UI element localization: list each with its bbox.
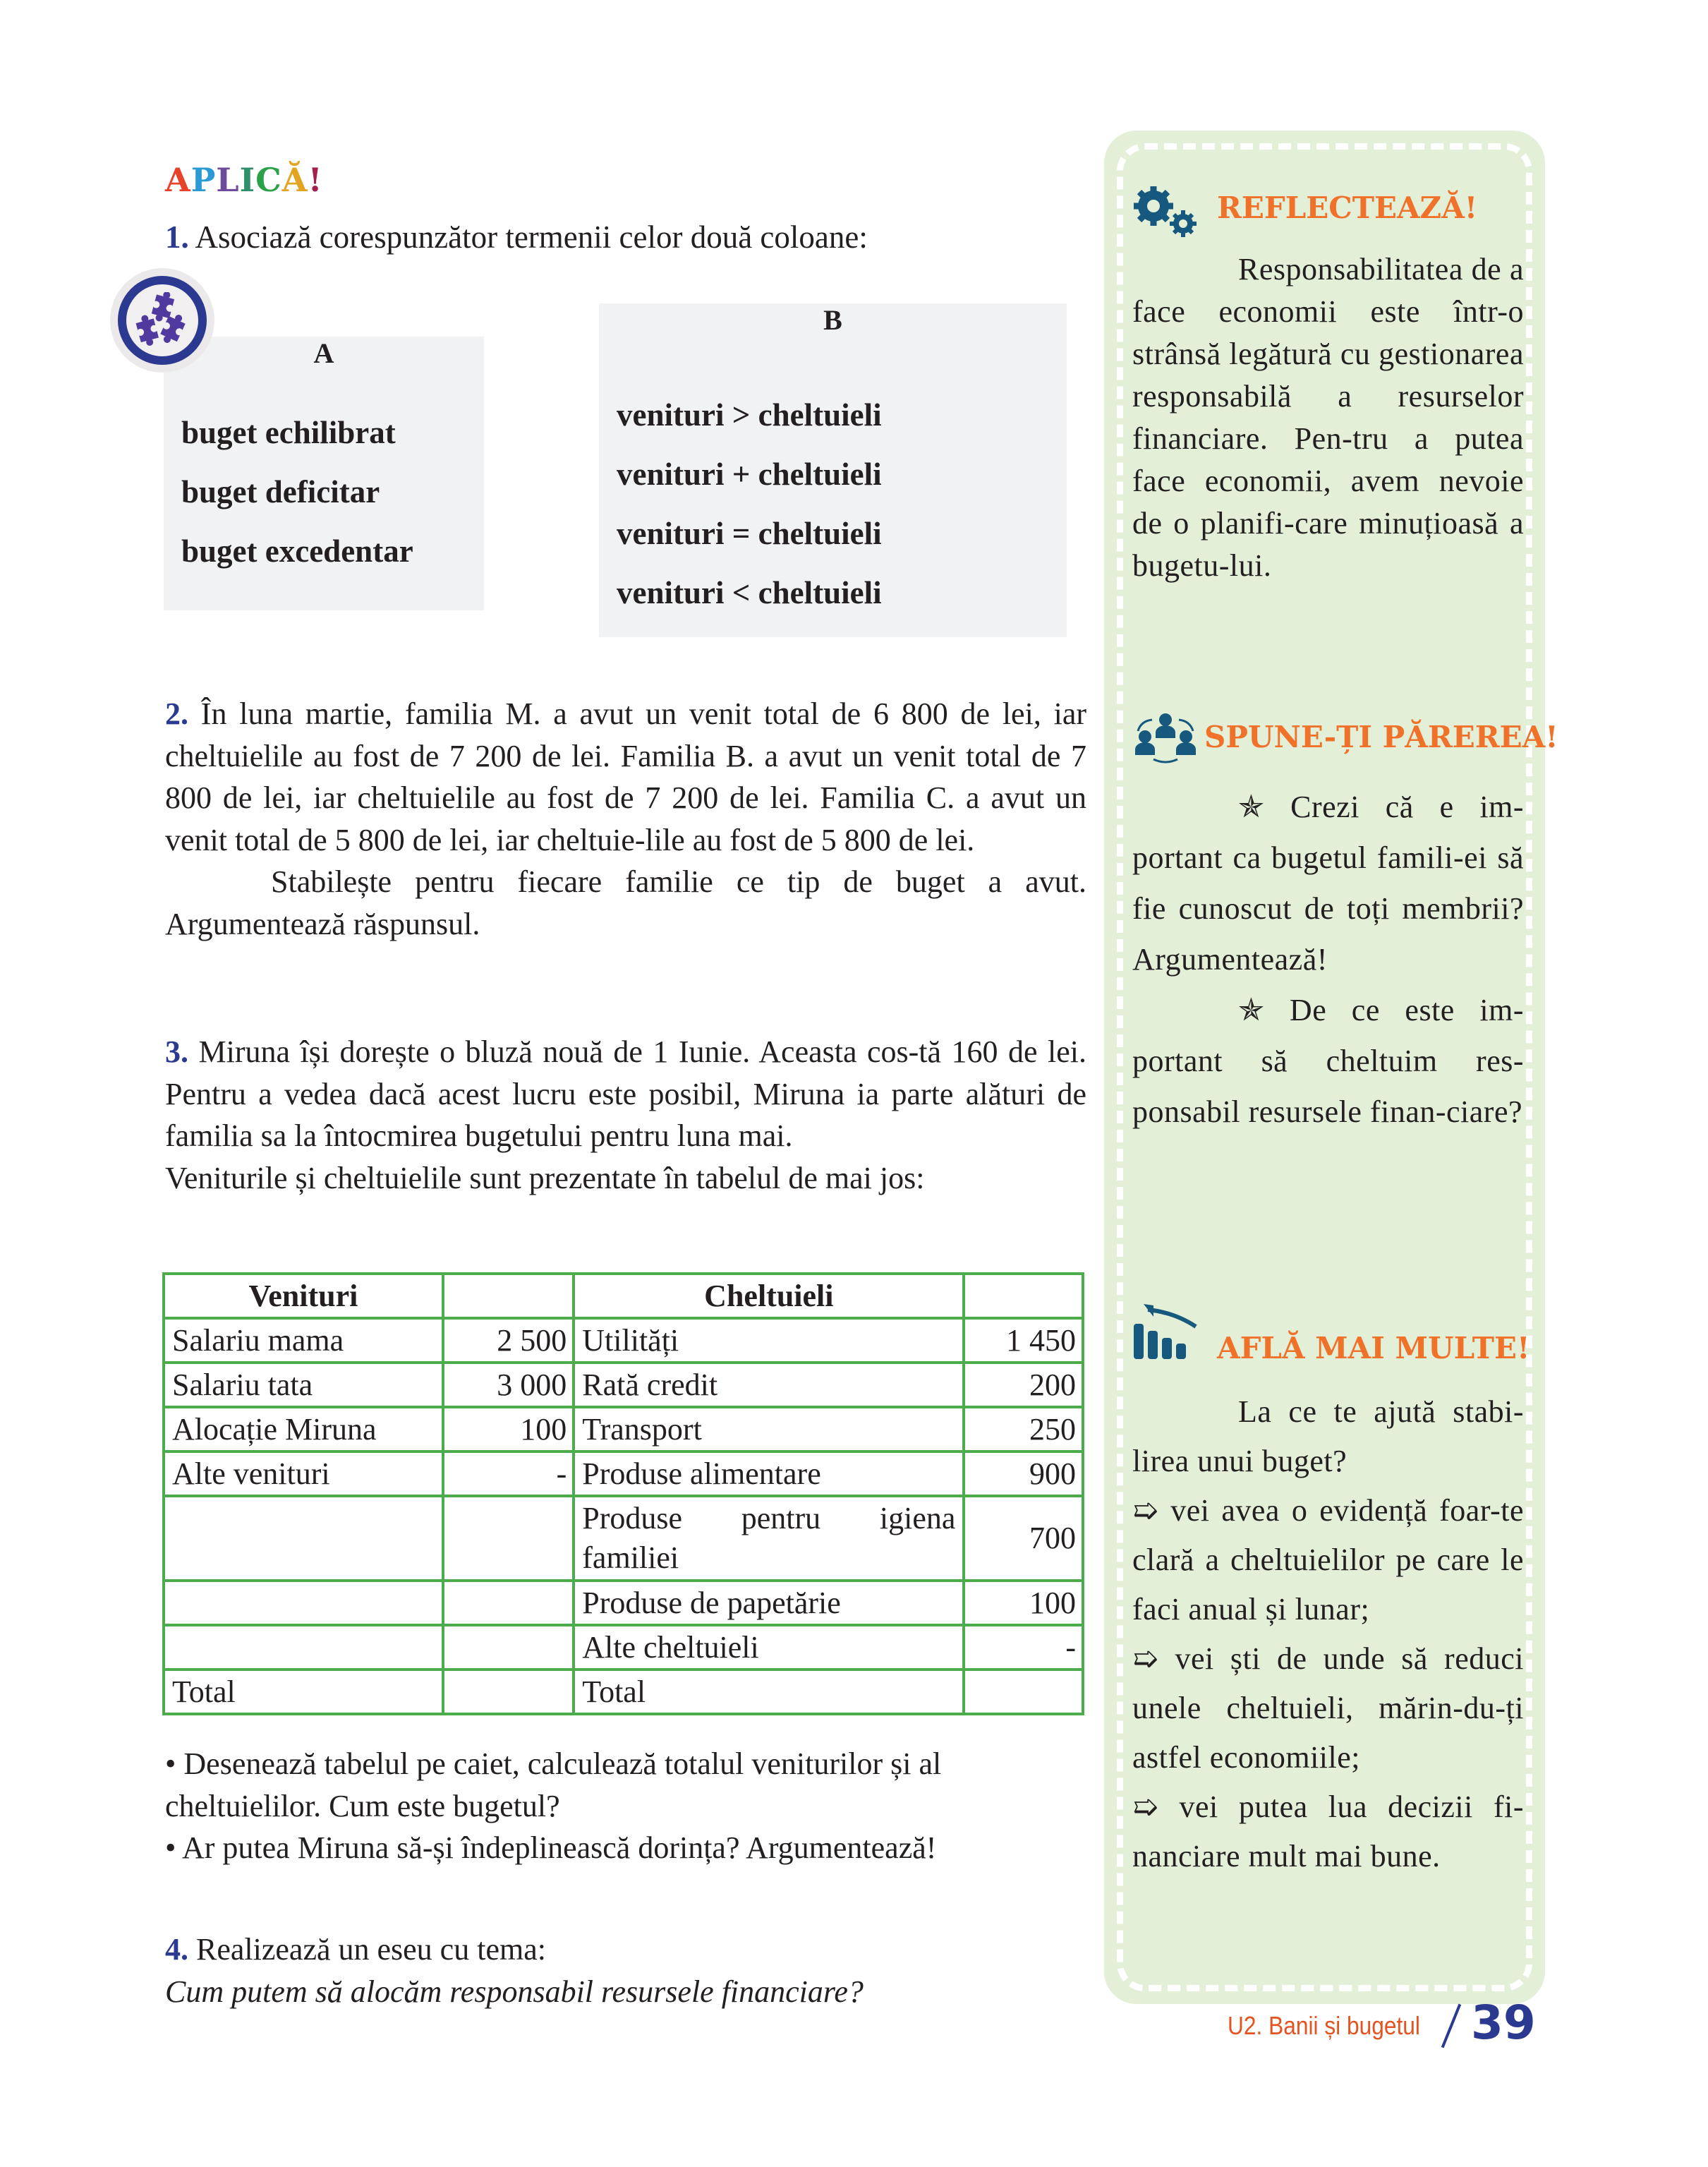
- heading-letter: I: [239, 161, 256, 199]
- question-number: 1.: [165, 219, 189, 255]
- column-a-item: buget deficitar: [181, 474, 380, 509]
- task-bullet: • Ar putea Miruna să-și îndeplinească dorința? Argumentează!: [165, 1830, 937, 1865]
- question-text: Asociază corespunzător termenii celor două coloane:: [195, 219, 868, 255]
- column-a-box: [164, 337, 484, 610]
- income-value: -: [443, 1451, 574, 1496]
- header-empty: [443, 1274, 574, 1318]
- budget-table: [162, 1272, 1084, 1715]
- section-text: [1132, 248, 1524, 587]
- table-total-row: [164, 1670, 1083, 1714]
- heading-letter: Ă: [281, 161, 308, 199]
- question-number: 3.: [165, 1034, 188, 1069]
- income-label: Salariu mama: [164, 1318, 443, 1363]
- expense-value: 250: [964, 1407, 1083, 1451]
- section-paragraph: Responsabilitatea de a face economii este într-o strânsă legătură cu gestionarea responsabilă a resurselor financiare. Pen-tru a putea face economii, avem nevoie de o planifi-care minuțioasă a bugetu-lui.: [1132, 252, 1524, 583]
- column-b-box: [599, 303, 1067, 637]
- column-b-item: venituri < cheltuieli: [617, 575, 882, 610]
- section-paragraph: ✯ Crezi că e im-portant ca bugetul famili-ei să fie cunoscut de toți membrii? Argumentează!: [1132, 790, 1524, 977]
- heading-letter: C: [255, 161, 282, 199]
- column-a-item: buget echilibrat: [181, 415, 396, 450]
- question-text: Realizează un eseu cu tema:: [196, 1932, 546, 1967]
- section-text: [1132, 782, 1524, 1137]
- benefit-item: ➯ vei putea lua decizii fi-nanciare mult mai bune.: [1132, 1789, 1524, 1873]
- question-2: [165, 693, 1086, 945]
- income-label: Salariu tata: [164, 1363, 443, 1407]
- expense-label: Produse de papetărie: [574, 1581, 964, 1625]
- section-title: REFLECTEAZĂ!: [1217, 191, 1478, 225]
- section-heading-aplica: [165, 161, 323, 199]
- column-b-item: venituri + cheltuieli: [617, 457, 882, 492]
- income-value: 2 500: [443, 1318, 574, 1363]
- income-label: Alocație Miruna: [164, 1407, 443, 1451]
- expense-total-label: Total: [574, 1670, 964, 1714]
- income-value: 3 000: [443, 1363, 574, 1407]
- header-empty: [964, 1274, 1083, 1318]
- income-label: Alte venituri: [164, 1451, 443, 1496]
- essay-topic: Cum putem să alocăm responsabil resursele financiare?: [165, 1974, 864, 2009]
- expense-label: Rată credit: [574, 1363, 964, 1407]
- table-row: [164, 1318, 1083, 1363]
- table-row: [164, 1363, 1083, 1407]
- column-a-header: A: [313, 337, 334, 369]
- column-a-item: buget excedentar: [181, 533, 413, 569]
- heading-letter: !: [308, 161, 323, 199]
- question-number: 4.: [165, 1932, 188, 1967]
- income-label: [164, 1496, 443, 1581]
- chapter-label: U2. Banii și bugetul: [1228, 2011, 1420, 2040]
- expense-label: Produse pentru igiena familiei: [574, 1496, 964, 1581]
- table-row: [164, 1581, 1083, 1625]
- question-text: Miruna își dorește o bluză nouă de 1 Iunie. Aceasta cos-tă 160 de lei. Pentru a vedea dacă acest lucru este posibil, Miruna ia parte alături de familia sa la întocmirea bugetului pentru luna mai.: [165, 1034, 1086, 1153]
- question-number: 2.: [165, 696, 188, 731]
- section-title: SPUNE-ȚI PĂREREA!: [1204, 720, 1558, 754]
- column-a-list: [181, 403, 413, 581]
- page-number: 39: [1471, 1996, 1536, 2050]
- expense-value: 200: [964, 1363, 1083, 1407]
- column-b-item: venituri = cheltuieli: [617, 516, 882, 551]
- question-paragraph: [165, 693, 1086, 861]
- income-total-value: [443, 1670, 574, 1714]
- table-header-row: [164, 1274, 1083, 1318]
- expense-value: -: [964, 1625, 1083, 1670]
- question-3-tasks: [165, 1743, 1096, 1869]
- expense-value: 100: [964, 1581, 1083, 1625]
- header-venituri: Venituri: [164, 1274, 443, 1318]
- gears-icon: [1132, 185, 1199, 241]
- task-bullet: • Desenează tabelul pe caiet, calculează totalul veniturilor și al cheltuielilor. Cum este bugetul?: [165, 1746, 942, 1823]
- column-b-item: venituri > cheltuieli: [617, 397, 882, 433]
- puzzle-icon: [110, 268, 214, 373]
- income-value: [443, 1496, 574, 1581]
- expense-value: 1 450: [964, 1318, 1083, 1363]
- question-paragraph: [165, 1031, 1086, 1157]
- footer-divider: [1441, 2004, 1461, 2048]
- expense-total-value: [964, 1670, 1083, 1714]
- table-row: [164, 1496, 1083, 1581]
- expense-label: Alte cheltuieli: [574, 1625, 964, 1670]
- table-row: [164, 1625, 1083, 1670]
- question-text: În luna martie, familia M. a avut un venit total de 6 800 de lei, iar cheltuielile au fost de 7 200 de lei. Familia B. a avut un venit total de 7 800 de lei, iar cheltuielile au fost de 7 200 de lei. Familia C. a avut un venit total de 5 800 de lei, iar cheltuie-lile au fost de 5 800 de lei.: [165, 696, 1087, 857]
- income-value: 100: [443, 1407, 574, 1451]
- heading-letter: P: [190, 161, 217, 199]
- expense-value: 900: [964, 1451, 1083, 1496]
- income-value: [443, 1625, 574, 1670]
- question-3: [165, 1031, 1086, 1199]
- benefit-item: ➯ vei avea o evidență foar-te clară a cheltuielilor pe care le faci anual și lunar;: [1132, 1493, 1524, 1626]
- question-paragraph: [165, 1928, 1086, 1971]
- income-total-label: Total: [164, 1670, 443, 1714]
- income-value: [443, 1581, 574, 1625]
- expense-label: Transport: [574, 1407, 964, 1451]
- question-instruction: Stabilește pentru fiecare familie ce tip de buget a avut. Argumentează răspunsul.: [165, 864, 1086, 941]
- heading-letter: L: [216, 161, 240, 199]
- column-b-header: B: [823, 304, 842, 336]
- section-paragraph: ✯ De ce este im-portant să cheltuim res-ponsabil resursele finan-ciare?: [1132, 993, 1524, 1129]
- expense-label: Produse alimentare: [574, 1451, 964, 1496]
- section-title: AFLĂ MAI MULTE!: [1217, 1331, 1530, 1365]
- income-label: [164, 1625, 443, 1670]
- column-b-list: [617, 385, 882, 622]
- expense-label: Utilități: [574, 1318, 964, 1363]
- income-label: [164, 1581, 443, 1625]
- table-row: [164, 1451, 1083, 1496]
- heading-letter: A: [165, 161, 191, 199]
- benefit-item: ➯ vei ști de unde să reduci unele cheltuieli, mărin-du-ți astfel economiile;: [1132, 1641, 1524, 1775]
- group-discussion-icon: [1132, 711, 1199, 768]
- table-intro: Veniturile și cheltuielile sunt prezentate în tabelul de mai jos:: [165, 1160, 925, 1195]
- question-1: [165, 217, 1089, 259]
- section-intro: La ce te ajută stabi-lirea unui buget?: [1132, 1394, 1524, 1478]
- expense-value: 700: [964, 1496, 1083, 1581]
- section-text: [1132, 1387, 1524, 1881]
- growth-chart-icon: [1132, 1304, 1199, 1364]
- header-cheltuieli: Cheltuieli: [574, 1274, 964, 1318]
- question-4: [165, 1928, 1086, 2012]
- table-row: [164, 1407, 1083, 1451]
